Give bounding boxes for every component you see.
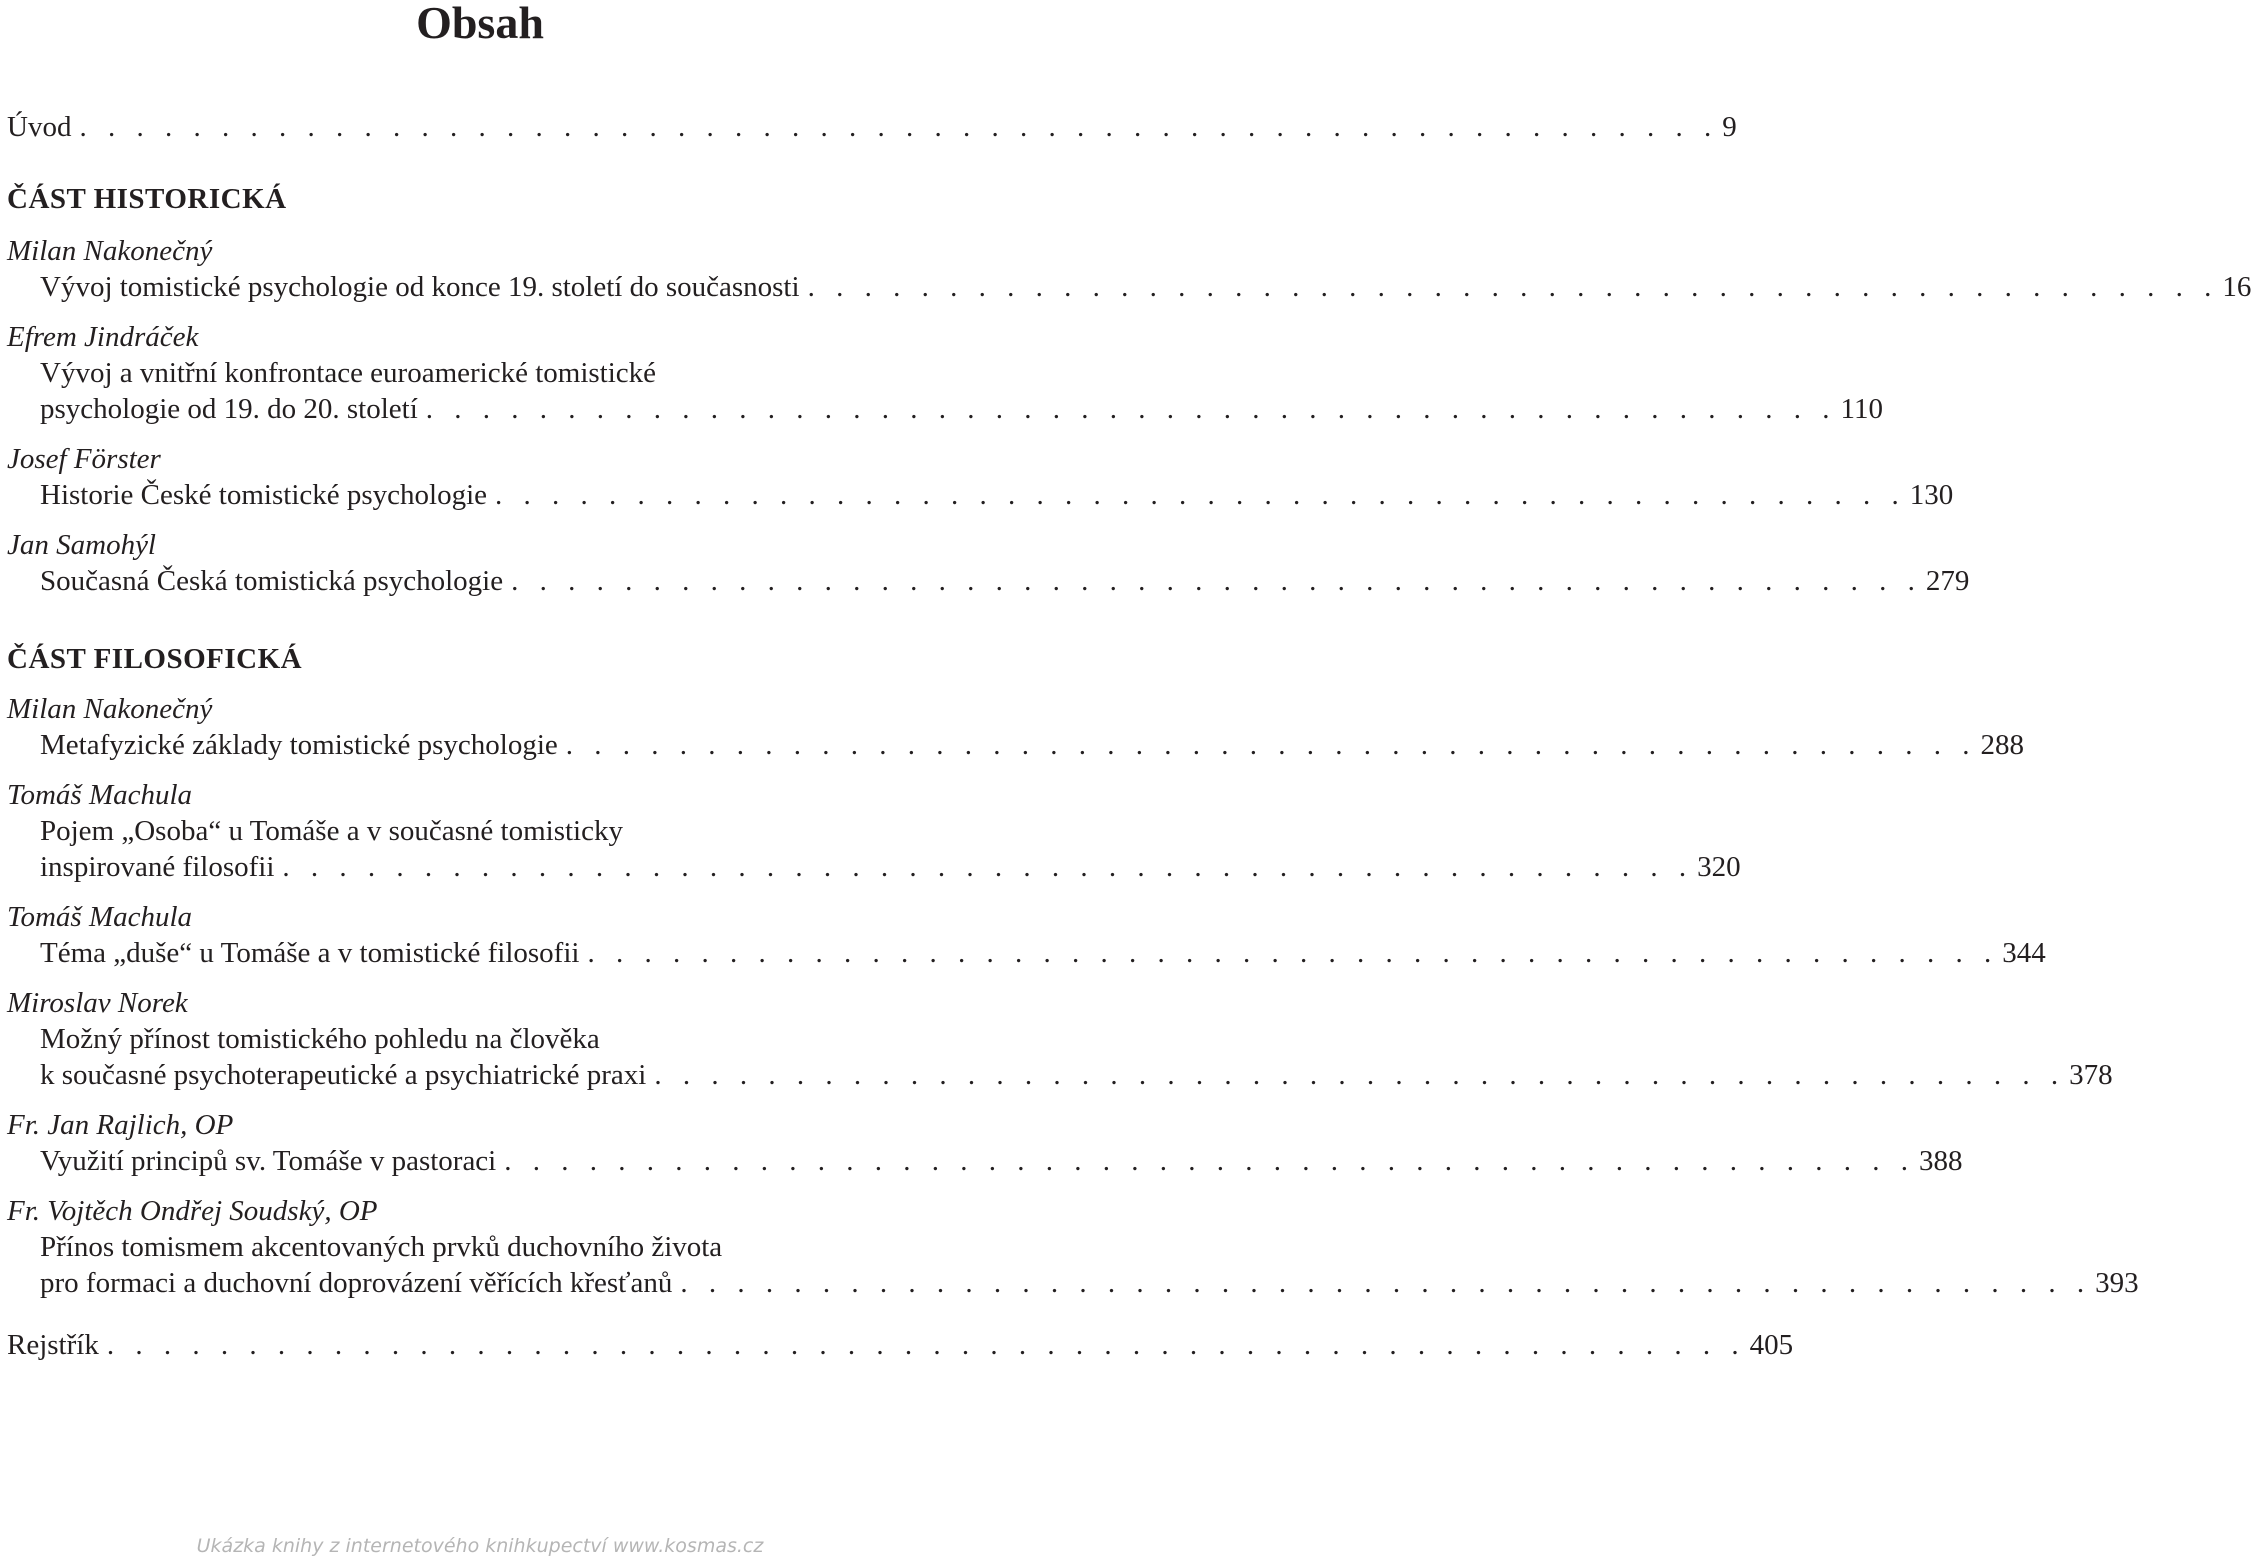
- entry-title-line: Vývoj a vnitřní konfrontace euroamerické tomistické: [40, 357, 657, 389]
- toc-entry[interactable]: [7, 985, 2113, 1093]
- dot-leader: . . . . . . . . . . . . . . . . . . . . . . . . . . . . . . . . . . . . . . . . . . . . . . . . . .: [680, 1267, 2092, 1299]
- entry-title: psychologie od 19. do 20. století: [40, 393, 418, 425]
- toc-entry[interactable]: [7, 777, 1741, 885]
- entry-author: Josef Förster: [7, 443, 161, 475]
- entry-title: k současné psychoterapeutické a psychiatrické praxi: [40, 1059, 647, 1091]
- page-number: 378: [2069, 1059, 2113, 1091]
- page-number: 288: [1980, 729, 2025, 761]
- entry-author: Jan Samohýl: [7, 529, 156, 561]
- toc-entry[interactable]: [7, 319, 1883, 427]
- entry-title: Vývoj tomistické psychologie od konce 19. století do současnosti: [40, 271, 800, 303]
- toc-entry[interactable]: [7, 1193, 2139, 1301]
- toc-entry[interactable]: [7, 527, 1970, 599]
- footer-watermark: Ukázka knihy z internetového knihkupectví www.kosmas.cz: [196, 1535, 764, 1557]
- page-number: 110: [1840, 393, 1883, 425]
- dot-leader: . . . . . . . . . . . . . . . . . . . . . . . . . . . . . . . . . . . . . . . . . . . . . . . . . .: [511, 565, 1922, 597]
- entry-author: Fr. Jan Rajlich, OP: [7, 1109, 234, 1141]
- toc-entry[interactable]: [7, 233, 2251, 305]
- entry-title-line: Pojem „Osoba“ u Tomáše a v současné tomisticky: [40, 815, 623, 847]
- dot-leader: . . . . . . . . . . . . . . . . . . . . . . . . . . . . . . . . . . . . . . . . . . . . . . . . . .: [587, 937, 1999, 969]
- entry-title: pro formaci a duchovní doprovázení věřících křesťanů: [40, 1267, 673, 1299]
- toc-entry[interactable]: [7, 1107, 1963, 1179]
- entry-author: Milan Nakonečný: [7, 235, 213, 267]
- entry-author: Milan Nakonečný: [7, 693, 213, 725]
- dot-leader: . . . . . . . . . . . . . . . . . . . . . . . . . . . . . . . . . . . . . . . . . . . . . . . . . .: [807, 271, 2219, 303]
- table-of-contents: [7, 109, 2251, 1363]
- dot-leader: . . . . . . . . . . . . . . . . . . . . . . . . . . . . . . . . . . . . . . . . . . . . . . . . . .: [425, 393, 1837, 425]
- toc-entry-intro[interactable]: [7, 109, 1737, 145]
- page-number: 16: [2222, 271, 2251, 303]
- page-number: 320: [1697, 851, 1741, 883]
- entry-title: Využití principů sv. Tomáše v pastoraci: [40, 1145, 497, 1177]
- page-number: 130: [1909, 479, 1954, 511]
- entry-title: inspirované filosofii: [40, 851, 275, 883]
- entry-title: Téma „duše“ u Tomáše a v tomistické filosofii: [40, 937, 580, 969]
- entry-author: Miroslav Norek: [7, 987, 188, 1019]
- dot-leader: . . . . . . . . . . . . . . . . . . . . . . . . . . . . . . . . . . . . . . . . . . . . . . . . . . . . . . . . . .: [79, 111, 1719, 143]
- dot-leader: . . . . . . . . . . . . . . . . . . . . . . . . . . . . . . . . . . . . . . . . . . . . . . . . . . . . . . . . . .: [106, 1329, 1746, 1361]
- entry-author: Efrem Jindráček: [7, 321, 199, 353]
- section-heading: ČÁST HISTORICKÁ: [7, 183, 287, 215]
- entry-title-line: Přínos tomismem akcentovaných prvků duchovního života: [40, 1231, 723, 1263]
- entry-title: Metafyzické základy tomistické psychologie: [40, 729, 558, 761]
- toc-entry[interactable]: [7, 441, 1954, 513]
- dot-leader: . . . . . . . . . . . . . . . . . . . . . . . . . . . . . . . . . . . . . . . . . . . . . . . . . .: [654, 1059, 2066, 1091]
- toc-entry[interactable]: [7, 899, 2046, 971]
- section-heading: ČÁST FILOSOFICKÁ: [7, 643, 303, 675]
- dot-leader: . . . . . . . . . . . . . . . . . . . . . . . . . . . . . . . . . . . . . . . . . . . . . . . . . .: [504, 1145, 1915, 1177]
- entry-title: Rejstřík: [7, 1329, 99, 1361]
- page-number: 279: [1925, 565, 1970, 597]
- entry-author: Fr. Vojtěch Ondřej Soudský, OP: [7, 1195, 378, 1227]
- page-number: 388: [1919, 1145, 1963, 1177]
- entry-title: Úvod: [7, 111, 72, 143]
- toc-entry[interactable]: [7, 691, 2025, 763]
- entry-author: Tomáš Machula: [7, 779, 193, 811]
- page-title: Obsah: [416, 0, 544, 48]
- dot-leader: . . . . . . . . . . . . . . . . . . . . . . . . . . . . . . . . . . . . . . . . . . . . . . . . . .: [495, 479, 1906, 511]
- entry-title: Historie České tomistické psychologie: [40, 479, 488, 511]
- dot-leader: . . . . . . . . . . . . . . . . . . . . . . . . . . . . . . . . . . . . . . . . . . . . . . . . . .: [565, 729, 1977, 761]
- page-number: 9: [1722, 111, 1737, 143]
- page-number: 405: [1749, 1329, 1794, 1361]
- entry-author: Tomáš Machula: [7, 901, 193, 933]
- entry-title: Současná Česká tomistická psychologie: [40, 565, 504, 597]
- page-number: 344: [2002, 937, 2046, 969]
- page-number: 393: [2095, 1267, 2139, 1299]
- toc-entry-index[interactable]: [7, 1327, 1794, 1363]
- entry-title-line: Možný přínost tomistického pohledu na člověka: [40, 1023, 600, 1055]
- dot-leader: . . . . . . . . . . . . . . . . . . . . . . . . . . . . . . . . . . . . . . . . . . . . . . . . . .: [282, 851, 1694, 883]
